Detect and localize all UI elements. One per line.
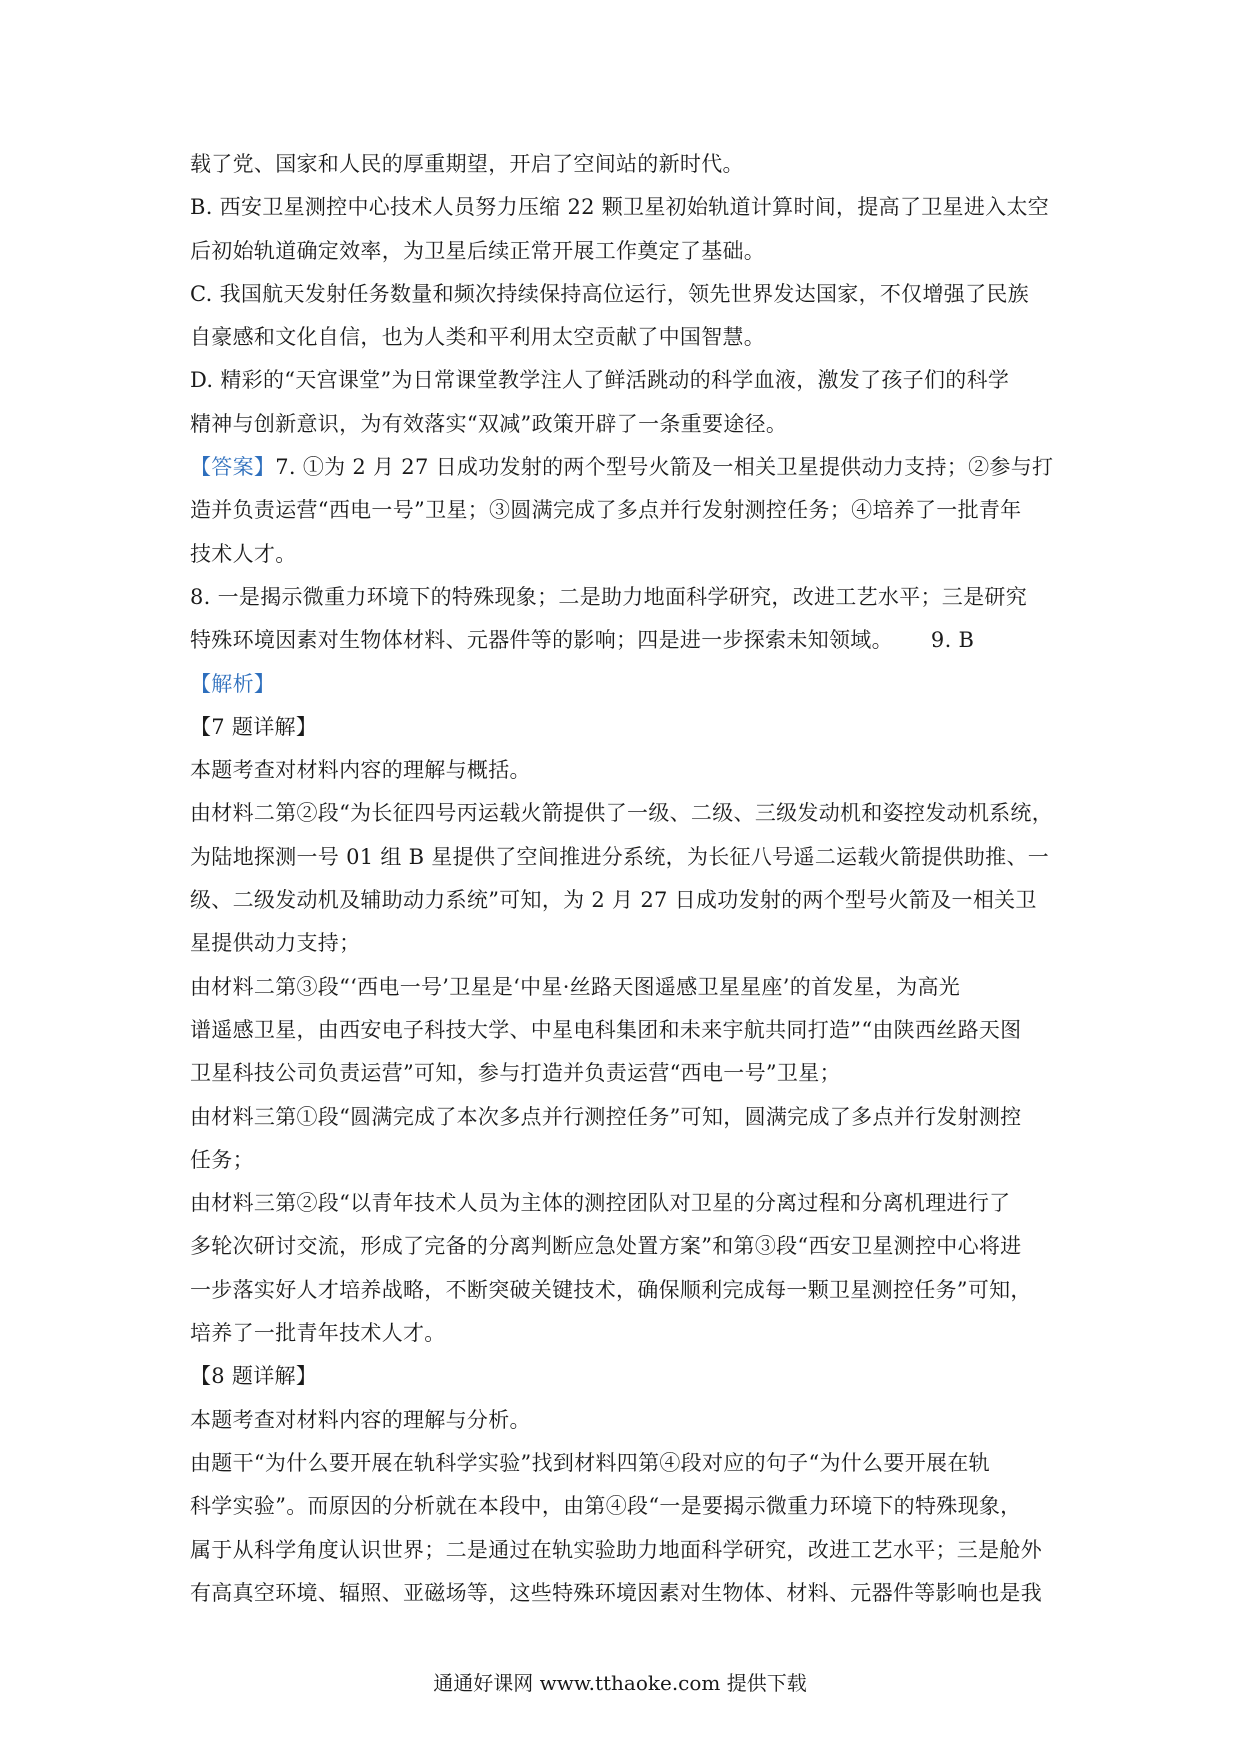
document-body xyxy=(190,143,1062,1615)
analysis-line: 谱遥感卫星，由西安电子科技大学、中星电科集团和未来宇航共同打造”“由陕西丝路天图 xyxy=(190,1017,1022,1042)
answer-line xyxy=(190,446,1062,489)
analysis-line: 科学实验”。而原因的分析就在本段中，由第④段“一是要揭示微重力环境下的特殊现象， xyxy=(190,1494,1022,1519)
analysis-line: 培养了一批青年技术人才。 xyxy=(190,1321,446,1346)
text-line: 自豪感和文化自信，也为人类和平利用太空贡献了中国智慧。 xyxy=(190,325,766,350)
analysis-line: 由材料二第③段“‘西电一号’卫星是‘中星·丝路天图遥感卫星星座’的首发星，为高光 xyxy=(190,974,961,999)
analysis-line: 由材料三第①段“圆满完成了本次多点并行测控任务”可知，圆满完成了多点并行发射测控 xyxy=(190,1104,1022,1129)
analysis-line: 本题考查对材料内容的理解与概括。 xyxy=(190,758,531,783)
q7-title: 【7 题详解】 xyxy=(190,714,318,739)
answer-line: 技术人才。 xyxy=(190,541,297,566)
analysis-line: 多轮次研讨交流，形成了完备的分离判断应急处置方案”和第③段“西安卫星测控中心将进 xyxy=(190,1234,1022,1259)
option-b-line: B. 西安卫星测控中心技术人员努力压缩 22 颗卫星初始轨道计算时间，提高了卫星进入太空 xyxy=(190,195,1050,220)
answer-9: 9. B xyxy=(930,628,975,653)
answer-line: 造并负责运营“西电一号”卫星；③圆满完成了多点并行发射测控任务；④培养了一批青年 xyxy=(190,498,1022,523)
analysis-line: 任务； xyxy=(190,1147,254,1172)
analysis-line: 由材料三第②段“以青年技术人员为主体的测控团队对卫星的分离过程和分离机理进行了 xyxy=(190,1191,1011,1216)
option-d-line: D. 精彩的“天宫课堂”为日常课堂教学注人了鲜活跳动的科学血液，激发了孩子们的科学 xyxy=(190,368,1010,393)
analysis-line: 卫星科技公司负责运营”可知，参与打造并负责运营“西电一号”卫星； xyxy=(190,1061,841,1086)
answer-text: 7. ①为 2 月 27 日成功发射的两个型号火箭及一相关卫星提供动力支持；②参与打 xyxy=(275,455,1054,480)
answer-tag: 【答案】 xyxy=(190,455,276,480)
analysis-line: 星提供动力支持； xyxy=(190,931,361,956)
answer-text: 特殊环境因素对生物体材料、元器件等的影响；四是进一步探索未知领域。 xyxy=(190,628,893,653)
page-footer: 通通好课网 www.tthaoke.com 提供下载 xyxy=(433,1671,807,1695)
text-line: 精神与创新意识，为有效落实“双减”政策开辟了一条重要途径。 xyxy=(190,411,788,436)
option-c-line: C. 我国航天发射任务数量和频次持续保持高位运行，领先世界发达国家，不仅增强了民族 xyxy=(190,281,1029,306)
analysis-line: 本题考查对材料内容的理解与分析。 xyxy=(190,1407,531,1432)
answer-line xyxy=(190,619,1062,662)
analysis-line: 由题干“为什么要开展在轨科学实验”找到材料四第④段对应的句子“为什么要开展在轨 xyxy=(190,1450,990,1475)
analysis-line: 为陆地探测一号 01 组 B 星提供了空间推进分系统，为长征八号遥二运载火箭提供助推、一 xyxy=(190,844,1050,869)
analysis-line: 有高真空环境、辐照、亚磁场等，这些特殊环境因素对生物体、材料、元器件等影响也是我 xyxy=(190,1580,1042,1605)
text-line: 载了党、国家和人民的厚重期望，开启了空间站的新时代。 xyxy=(190,152,744,176)
analysis-line: 由材料二第②段“为长征四号丙运载火箭提供了一级、二级、三级发动机和姿控发动机系统， xyxy=(190,801,1054,826)
analysis-line: 级、二级发动机及辅助动力系统”可知，为 2 月 27 日成功发射的两个型号火箭及一相关卫 xyxy=(190,888,1037,913)
answer-line: 8. 一是揭示微重力环境下的特殊现象；二是助力地面科学研究，改进工艺水平；三是研究 xyxy=(190,584,1028,609)
analysis-line: 属于从科学角度认识世界；二是通过在轨实验助力地面科学研究，改进工艺水平；三是舱外 xyxy=(190,1537,1042,1562)
analysis-tag: 【解析】 xyxy=(190,671,276,696)
analysis-line: 一步落实好人才培养战略，不断突破关键技术，确保顺利完成每一颗卫星测控任务”可知， xyxy=(190,1277,1032,1302)
q8-title: 【8 题详解】 xyxy=(190,1364,318,1389)
text-line: 后初始轨道确定效率，为卫星后续正常开展工作奠定了基础。 xyxy=(190,238,766,263)
